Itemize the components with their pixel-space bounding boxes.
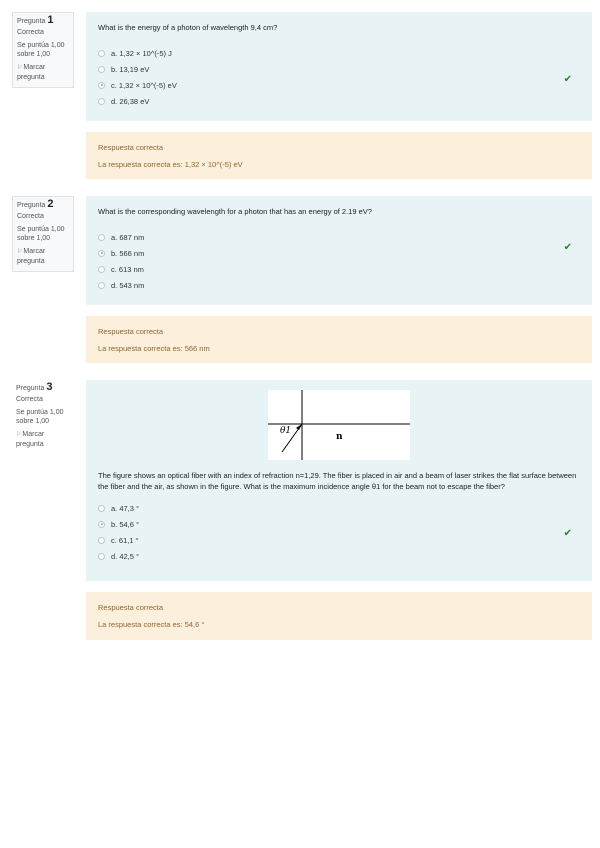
- feedback-title: Respuesta correcta: [98, 603, 164, 612]
- feedback-box-2: [86, 316, 592, 363]
- answer-option-a[interactable]: a. 1,32 × 10^(-5) J: [98, 45, 580, 61]
- radio-button-selected[interactable]: [98, 250, 105, 257]
- answer-option-a[interactable]: a. 687 nm: [98, 229, 580, 245]
- fiber-diagram-svg: [268, 390, 410, 460]
- feedback-box-1: [86, 132, 592, 179]
- question-label: Pregunta: [17, 18, 46, 25]
- answer-option-b[interactable]: b. 54,6 °: [98, 516, 580, 532]
- theta-label: θ1: [280, 426, 292, 436]
- radio-button[interactable]: [98, 537, 105, 544]
- question-grade: Se puntúa 1,00 sobre 1,00: [16, 409, 64, 425]
- question-box-3: [86, 380, 592, 581]
- check-icon: ✔: [563, 242, 572, 253]
- answer-options: [98, 229, 580, 293]
- radio-button[interactable]: [98, 234, 105, 241]
- feedback-answer: La respuesta correcta es: 566 nm: [98, 344, 210, 353]
- radio-button[interactable]: [98, 505, 105, 512]
- question-number: 2: [47, 198, 54, 210]
- answer-option-c[interactable]: c. 61,1 °: [98, 532, 580, 548]
- answer-option-d[interactable]: d. 42,5 °: [98, 548, 580, 564]
- radio-button[interactable]: [98, 282, 105, 289]
- answer-options: [98, 45, 580, 109]
- flag-icon: ⚐: [16, 432, 22, 438]
- question-text: The figure shows an optical fiber with an index of refraction n=1,29. The fiber is placed in air and a beam of laser strikes the flat surface between the fiber and the air, as shown in the figure. What is the maximum incidence angle θ1 for the beam not to escape the fiber?: [98, 471, 577, 491]
- answer-option-b[interactable]: b. 566 nm: [98, 245, 580, 261]
- check-icon: ✔: [563, 528, 572, 539]
- check-icon: ✔: [563, 74, 572, 85]
- feedback-answer: La respuesta correcta es: 1,32 × 10^(-5) eV: [98, 160, 243, 169]
- question-text: What is the energy of a photon of wavelength 9,4 cm?: [98, 23, 278, 32]
- optical-fiber-figure: [268, 390, 410, 460]
- answer-options: [98, 500, 580, 564]
- question-number: 1: [47, 14, 54, 26]
- answer-option-d[interactable]: d. 26,38 eV: [98, 93, 580, 109]
- flag-question-link[interactable]: ⚐Marcar pregunta: [17, 248, 46, 265]
- flag-question-link[interactable]: ⚐Marcar pregunta: [17, 64, 46, 81]
- question-text: What is the corresponding wavelength for a photon that has an energy of 2.19 eV?: [98, 207, 372, 216]
- feedback-title: Respuesta correcta: [98, 327, 164, 336]
- question-grade: Se puntúa 1,00 sobre 1,00: [17, 226, 65, 242]
- radio-button[interactable]: [98, 553, 105, 560]
- question-info-1: [12, 12, 74, 88]
- question-state: Correcta: [17, 213, 44, 220]
- flag-icon: ⚐: [17, 249, 23, 255]
- question-grade: Se puntúa 1,00 sobre 1,00: [17, 42, 65, 58]
- question-number: 3: [46, 381, 53, 393]
- answer-option-a[interactable]: a. 47,3 °: [98, 500, 580, 516]
- beam-arrow-icon: [296, 424, 302, 430]
- question-state: Correcta: [16, 396, 43, 403]
- feedback-box-3: [86, 592, 592, 640]
- answer-option-c[interactable]: c. 613 nm: [98, 261, 580, 277]
- question-label: Pregunta: [16, 385, 45, 392]
- index-label: n: [336, 432, 343, 442]
- flag-question-link[interactable]: ⚐Marcar pregunta: [16, 431, 45, 448]
- question-info-2: [12, 196, 74, 272]
- radio-button[interactable]: [98, 98, 105, 105]
- feedback-title: Respuesta correcta: [98, 143, 164, 152]
- radio-button-selected[interactable]: [98, 82, 105, 89]
- question-state: Correcta: [17, 29, 44, 36]
- flag-icon: ⚐: [17, 65, 23, 71]
- answer-option-b[interactable]: b. 13,19 eV: [98, 61, 580, 77]
- answer-option-d[interactable]: d. 543 nm: [98, 277, 580, 293]
- question-label: Pregunta: [17, 202, 46, 209]
- answer-option-c[interactable]: c. 1,32 × 10^(-5) eV: [98, 77, 580, 93]
- radio-button[interactable]: [98, 50, 105, 57]
- radio-button[interactable]: [98, 266, 105, 273]
- question-box-1: [86, 12, 592, 121]
- question-box-2: [86, 196, 592, 305]
- question-info-3: [12, 380, 74, 454]
- radio-button-selected[interactable]: [98, 521, 105, 528]
- radio-button[interactable]: [98, 66, 105, 73]
- feedback-answer: La respuesta correcta es: 54,6 °: [98, 620, 205, 629]
